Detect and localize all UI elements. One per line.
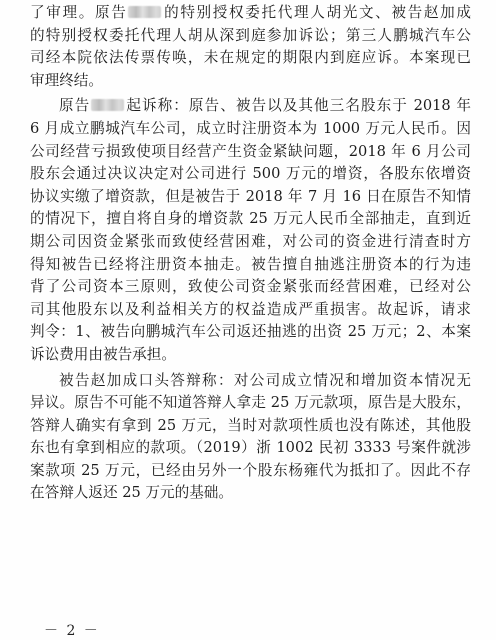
text-line: [30, 392, 471, 415]
text-segment: 东也有拿到相应的款项。（2019）浙 1002 民初 3333 号案件就涉: [30, 439, 471, 457]
text-line: [30, 415, 471, 438]
text-segment: 审理终结。: [30, 71, 103, 89]
text-line: [30, 460, 471, 483]
redacted-name-block: [128, 6, 161, 18]
page-number: － 2 －: [44, 623, 100, 639]
text-line: [30, 25, 471, 48]
paragraph-defendant-defense: [30, 370, 471, 506]
text-line: [30, 163, 471, 186]
text-line: [30, 141, 471, 164]
text-line: [30, 70, 471, 93]
text-segment: 起诉称：原告、被告以及其他三名股东于 2018 年: [125, 97, 471, 115]
text-segment: 股东会通过决议决定对公司进行 500 万元的增资，各股东依增资: [30, 165, 471, 183]
text-segment: 期公司因资金紧张而致使经营困难，对公司的资金进行清查时方: [30, 232, 471, 250]
text-line: [30, 321, 471, 344]
text-line: [30, 95, 471, 118]
text-line: [30, 231, 471, 254]
text-line: [30, 482, 471, 505]
text-segment: 答辩人确实有拿到 25 万元，当时对款项性质也没有陈述，其他股: [30, 416, 471, 434]
text-line: [30, 186, 471, 209]
text-line: [30, 118, 471, 141]
paragraph-intro: [30, 2, 471, 92]
text-segment: 司经本院依法传票传唤，未在规定的期限内到庭应诉。本案现已: [30, 49, 471, 67]
text-segment: 原告: [59, 97, 91, 115]
text-segment: 异议。原告不可能不知道答辩人拿走 25 万元款项，原告是大股东，: [30, 394, 471, 412]
text-segment: 在答辩人返还 25 万元的基础。: [30, 484, 233, 502]
text-line: [30, 208, 471, 231]
text-segment: 了审理。原告: [30, 4, 128, 21]
text-segment: 的特别授权委托代理人胡从深到庭参加诉讼；第三人鹏城汽车公: [30, 26, 471, 44]
text-segment: 公司经营亏损致使项目经营产生资金紧缺问题，2018 年 6 月公司: [30, 142, 471, 160]
text-segment: 司其他股东以及利益相关方的权益造成严重损害。故起诉，请求: [30, 300, 471, 318]
text-line: [30, 47, 471, 70]
text-line: [30, 344, 471, 367]
text-segment: 诉讼费用由被告承担。: [30, 345, 176, 363]
text-line: [30, 254, 471, 277]
document-body: [30, 2, 471, 505]
text-line: [30, 2, 471, 25]
text-line: [30, 370, 471, 393]
text-segment: 的情况下，擅自将自身的增资款 25 万元人民币全部抽走，直到近: [30, 210, 471, 228]
text-segment: 的特别授权委托代理人胡光文、被告赵加成: [162, 4, 471, 21]
text-segment: 案款项 25 万元，已经由另外一个股东杨雍代为抵扣了。因此不存: [30, 461, 471, 479]
text-segment: 被告赵加成口头答辩称：对公司成立情况和增加资本情况无: [59, 371, 471, 389]
redacted-name-block: [91, 99, 124, 111]
text-line: [30, 276, 471, 299]
text-line: [30, 437, 471, 460]
text-line: [30, 299, 471, 322]
text-segment: 判令：1、被告向鹏城汽车公司返还抽逃的出资 25 万元；2、本案: [30, 323, 471, 341]
text-segment: 协议实缴了增资款，但是被告于 2018 年 7 月 16 日在原告不知情: [30, 187, 471, 205]
paragraph-plaintiff-claim: [30, 95, 471, 366]
text-segment: 6 月成立鹏城汽车公司，成立时注册资本为 1000 万元人民币。因: [30, 119, 471, 137]
text-segment: 背了公司资本三原则，致使公司资金紧张而经营困难，已经对公: [30, 278, 471, 296]
text-segment: 得知被告已经将注册资本抽走。被告擅自抽逃注册资本的行为违: [30, 255, 471, 273]
